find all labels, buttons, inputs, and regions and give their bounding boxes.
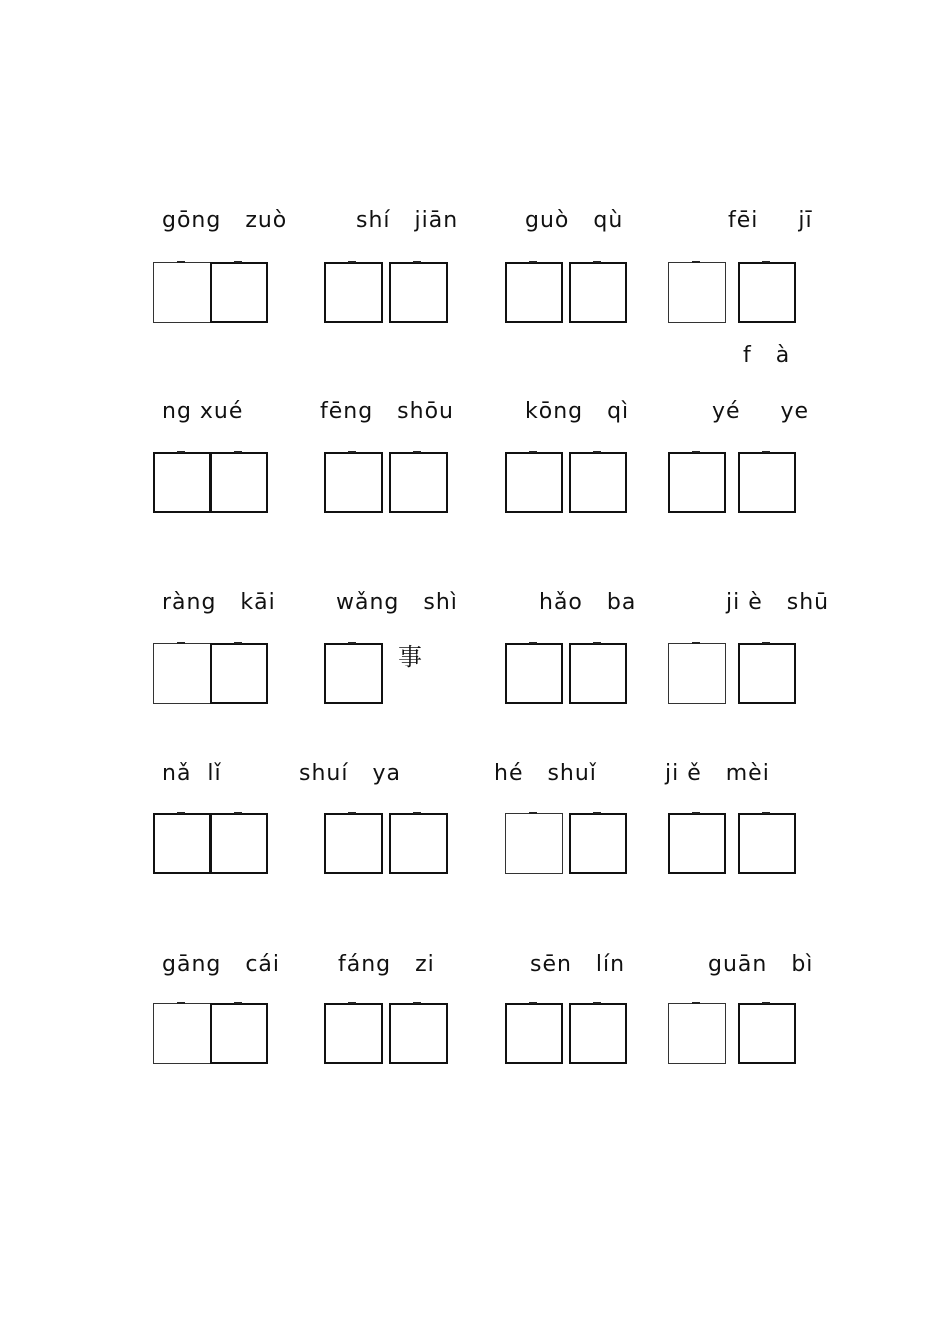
pinyin-label: guò qù <box>525 208 624 233</box>
box-tick-mark <box>593 261 601 263</box>
box-tick-mark <box>762 1002 770 1004</box>
writing-box[interactable] <box>505 643 563 704</box>
pinyin-label: fēng shōu <box>320 399 454 424</box>
box-tick-mark <box>348 261 356 263</box>
pinyin-label: guān bì <box>708 952 814 977</box>
box-tick-mark <box>177 1002 185 1004</box>
box-tick-mark <box>692 451 700 453</box>
writing-box[interactable] <box>738 813 796 874</box>
pinyin-label: yé ye <box>712 399 810 424</box>
pinyin-label: wǎng shì <box>336 590 458 615</box>
pinyin-label: shí jiān <box>356 208 459 233</box>
writing-box[interactable] <box>738 1003 796 1064</box>
writing-box[interactable] <box>324 1003 383 1064</box>
box-tick-mark <box>593 451 601 453</box>
box-tick-mark <box>529 642 537 644</box>
box-tick-mark <box>692 812 700 814</box>
pinyin-label: ji è shū <box>726 590 830 615</box>
writing-box[interactable] <box>668 262 726 323</box>
box-tick-mark <box>234 451 242 453</box>
writing-box[interactable] <box>389 452 448 513</box>
box-tick-mark <box>529 451 537 453</box>
writing-box[interactable] <box>569 1003 627 1064</box>
writing-box[interactable] <box>210 452 268 513</box>
writing-box[interactable] <box>210 813 268 874</box>
writing-box[interactable] <box>324 643 383 704</box>
box-tick-mark <box>692 261 700 263</box>
box-tick-mark <box>348 451 356 453</box>
writing-box[interactable] <box>324 452 383 513</box>
writing-box[interactable] <box>668 452 726 513</box>
writing-box[interactable] <box>569 452 627 513</box>
box-tick-mark <box>413 451 421 453</box>
box-tick-mark <box>762 261 770 263</box>
pinyin-label: ràng kāi <box>162 590 276 615</box>
pinyin-label: ng xué <box>162 399 244 424</box>
box-tick-mark <box>762 812 770 814</box>
given-character: 事 <box>398 643 422 671</box>
pinyin-extra: f à <box>743 343 791 368</box>
box-tick-mark <box>692 642 700 644</box>
writing-box[interactable] <box>505 1003 563 1064</box>
pinyin-label: nǎ lǐ <box>162 761 222 786</box>
box-tick-mark <box>234 1002 242 1004</box>
box-tick-mark <box>762 642 770 644</box>
writing-box[interactable] <box>153 1003 211 1064</box>
writing-box[interactable] <box>389 1003 448 1064</box>
pinyin-label: fēi jī <box>728 208 813 233</box>
pinyin-label: fáng zi <box>338 952 435 977</box>
writing-box[interactable] <box>153 262 211 323</box>
writing-box[interactable] <box>153 643 211 704</box>
box-tick-mark <box>348 1002 356 1004</box>
writing-box[interactable] <box>738 452 796 513</box>
writing-box[interactable] <box>569 813 627 874</box>
writing-box[interactable] <box>210 262 268 323</box>
writing-box[interactable] <box>153 813 211 874</box>
box-tick-mark <box>593 1002 601 1004</box>
pinyin-label: gōng zuò <box>162 208 288 233</box>
box-tick-mark <box>177 812 185 814</box>
box-tick-mark <box>413 812 421 814</box>
pinyin-label: gāng cái <box>162 952 281 977</box>
box-tick-mark <box>529 1002 537 1004</box>
box-tick-mark <box>177 642 185 644</box>
writing-box[interactable] <box>324 262 383 323</box>
pinyin-label: hé shuǐ <box>494 761 597 786</box>
writing-box[interactable] <box>505 813 563 874</box>
box-tick-mark <box>348 812 356 814</box>
writing-box[interactable] <box>668 1003 726 1064</box>
box-tick-mark <box>348 642 356 644</box>
writing-box[interactable] <box>153 452 211 513</box>
writing-box[interactable] <box>569 643 627 704</box>
pinyin-label: shuí ya <box>299 761 401 786</box>
box-tick-mark <box>177 451 185 453</box>
box-tick-mark <box>234 812 242 814</box>
box-tick-mark <box>177 261 185 263</box>
box-tick-mark <box>413 261 421 263</box>
writing-box[interactable] <box>738 262 796 323</box>
pinyin-label: kōng qì <box>525 399 630 424</box>
writing-box[interactable] <box>668 813 726 874</box>
pinyin-label: ji ě mèi <box>665 761 770 786</box>
box-tick-mark <box>529 261 537 263</box>
writing-box[interactable] <box>210 1003 268 1064</box>
writing-box[interactable] <box>505 452 563 513</box>
pinyin-label: hǎo ba <box>539 590 637 615</box>
box-tick-mark <box>529 812 537 814</box>
box-tick-mark <box>593 642 601 644</box>
writing-box[interactable] <box>389 262 448 323</box>
box-tick-mark <box>692 1002 700 1004</box>
box-tick-mark <box>234 642 242 644</box>
box-tick-mark <box>234 261 242 263</box>
box-tick-mark <box>413 1002 421 1004</box>
writing-box[interactable] <box>210 643 268 704</box>
writing-box[interactable] <box>668 643 726 704</box>
pinyin-label: sēn lín <box>530 952 626 977</box>
writing-box[interactable] <box>738 643 796 704</box>
writing-box[interactable] <box>505 262 563 323</box>
writing-box[interactable] <box>389 813 448 874</box>
box-tick-mark <box>593 812 601 814</box>
box-tick-mark <box>762 451 770 453</box>
writing-box[interactable] <box>324 813 383 874</box>
writing-box[interactable] <box>569 262 627 323</box>
